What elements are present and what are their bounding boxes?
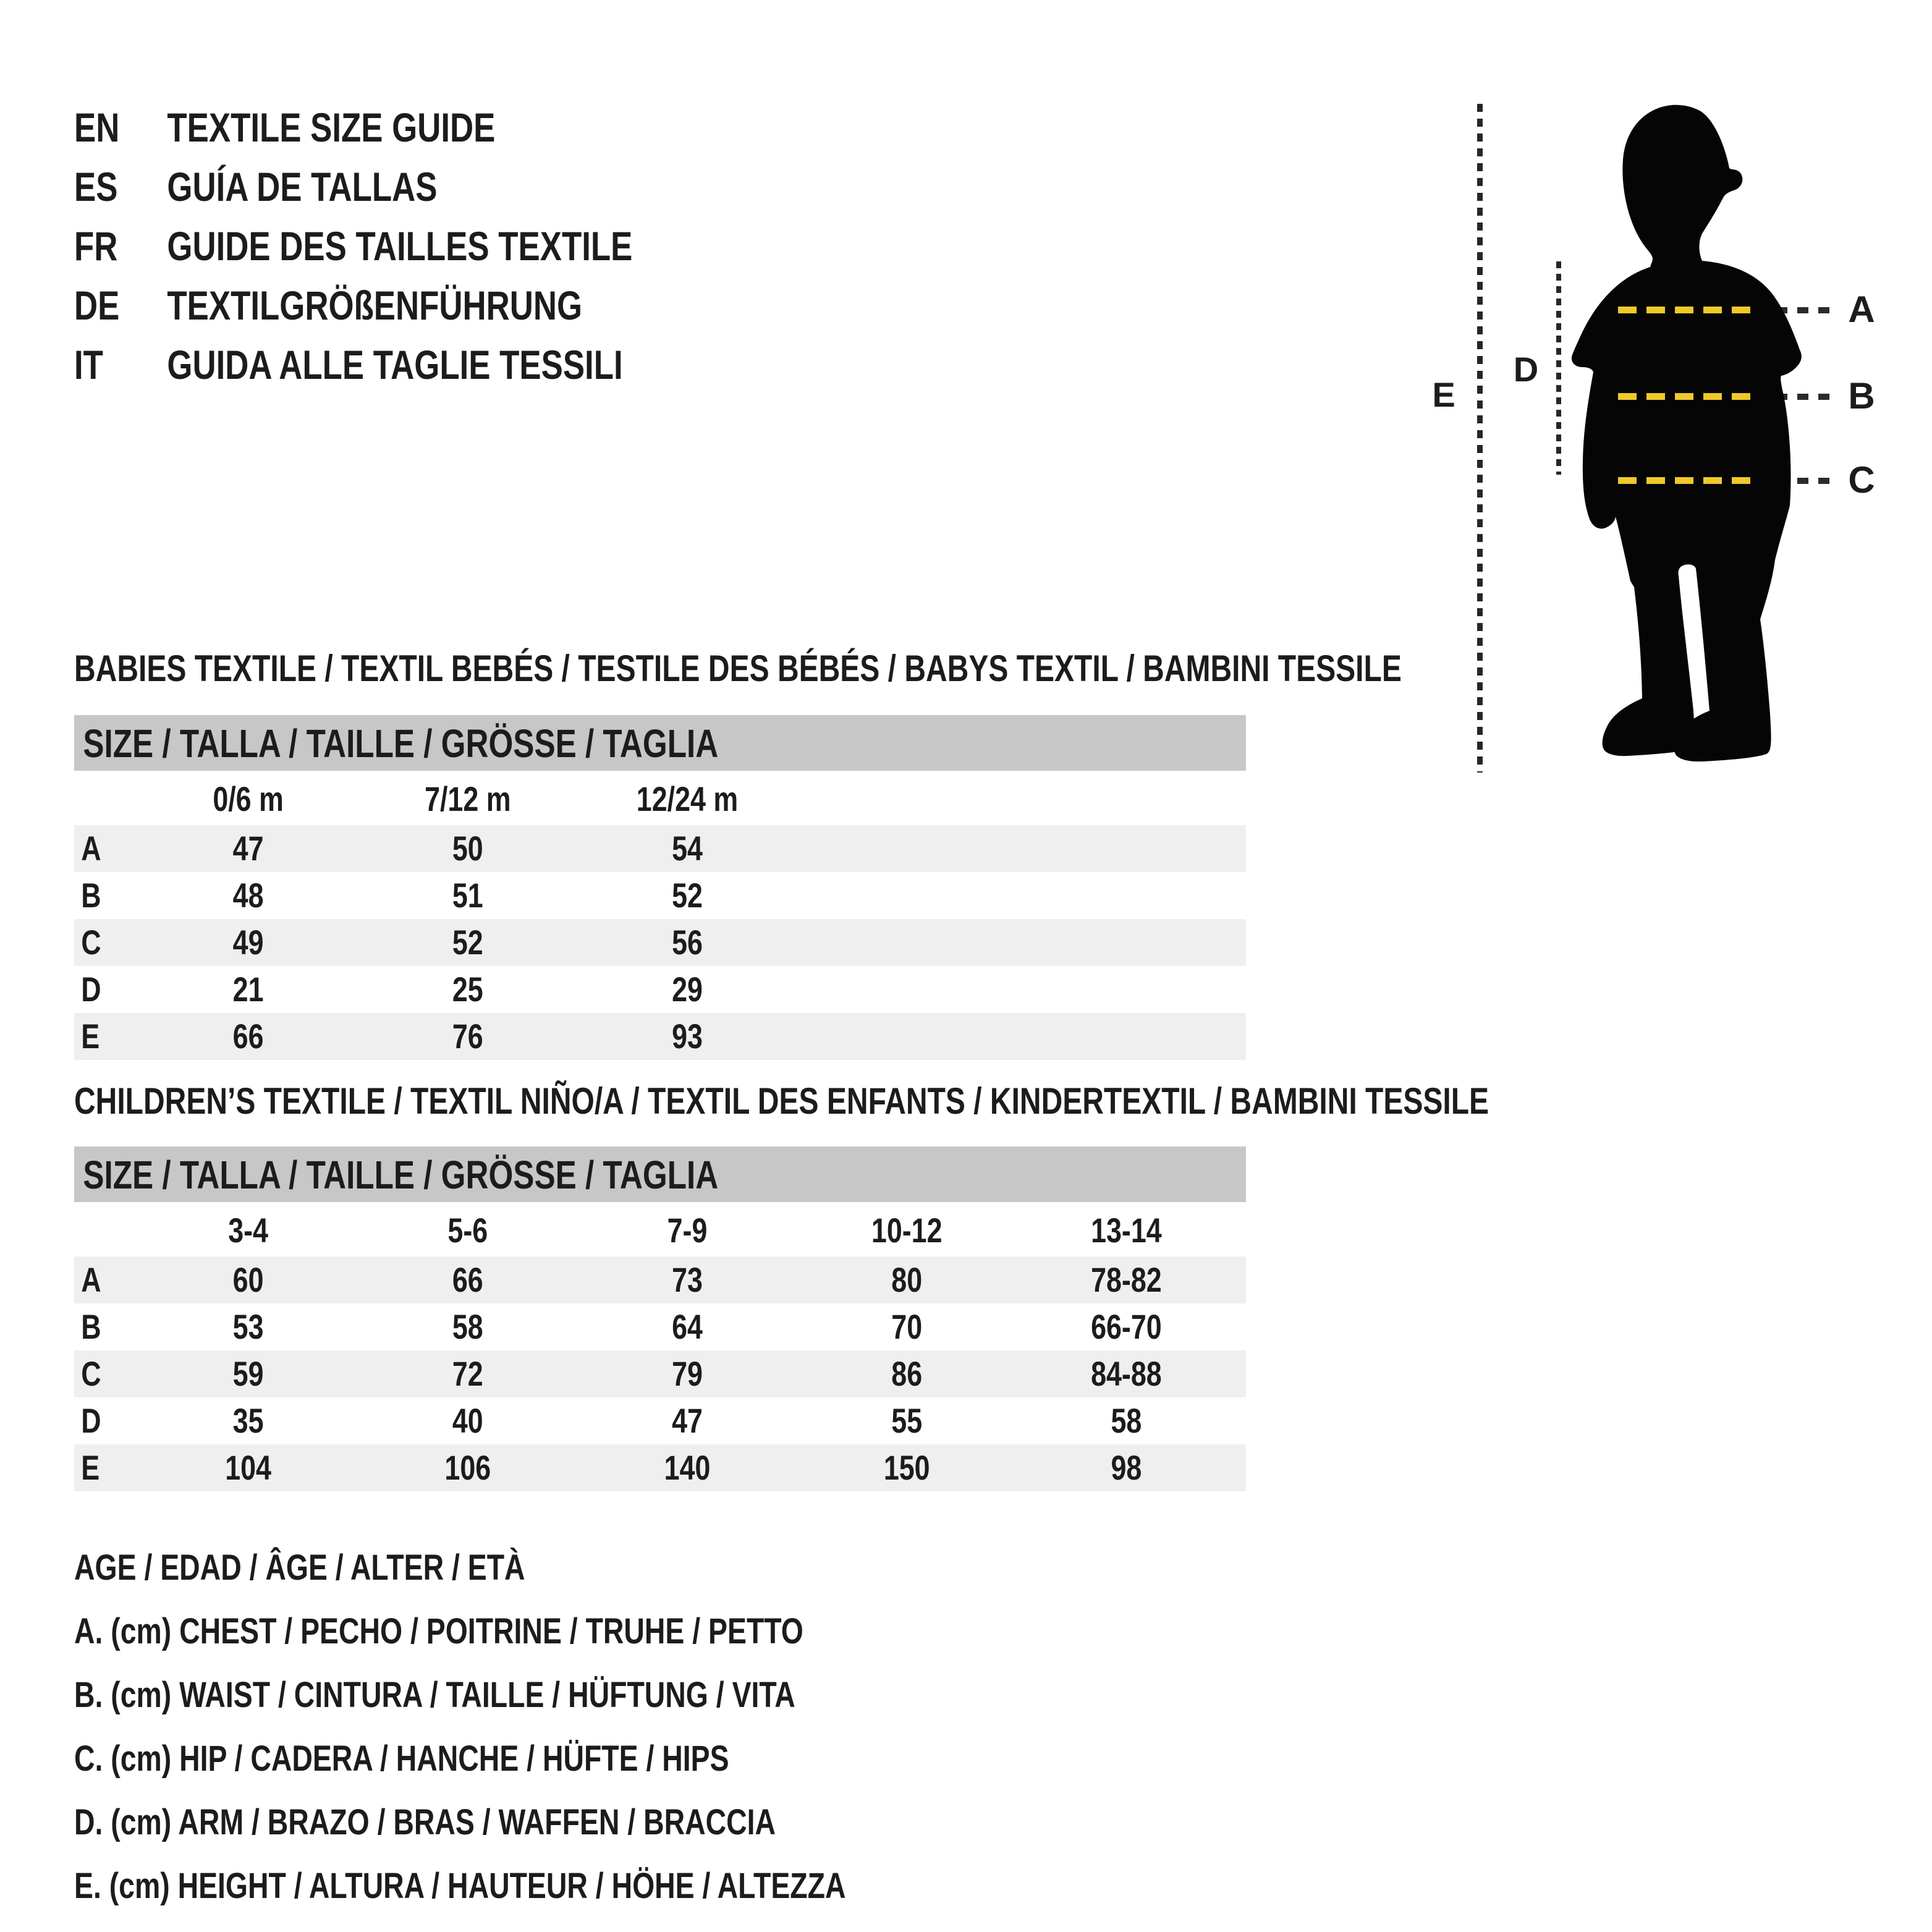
hip-measure-line-c [1618, 477, 1750, 484]
value-cell: 49 [232, 923, 264, 962]
table-column-header-row [74, 1202, 1246, 1256]
language-title: GUIDE DES TAILLES TEXTILE [167, 223, 633, 269]
table-row [74, 919, 1246, 966]
value-cell: 66 [232, 1017, 264, 1056]
language-row [74, 335, 632, 394]
table-column-header-row [74, 771, 1246, 825]
language-code: IT [74, 342, 103, 388]
table-row [74, 825, 1246, 872]
waist-measure-line-b [1618, 393, 1750, 400]
value-cell: 59 [232, 1354, 264, 1393]
language-code: ES [74, 164, 118, 210]
value-cell: 80 [891, 1260, 923, 1299]
row-label-spacer [74, 771, 138, 825]
legend-line: E. (cm) HEIGHT / ALTURA / HAUTEUR / HÖHE / ALTEZZA [74, 1866, 846, 1906]
value-cell: 50 [452, 829, 483, 868]
language-title: GUIDA ALLE TAGLIE TESSILI [167, 342, 623, 388]
children-table [74, 1146, 1246, 1491]
value-cell: 106 [444, 1448, 491, 1487]
content-column [74, 0, 1607, 1932]
language-row [74, 216, 632, 276]
row-label: A [81, 829, 101, 868]
size-header-label: SIZE / TALLA / TAILLE / GRÖSSE / TAGLIA [83, 1153, 719, 1197]
value-cell: 55 [891, 1401, 923, 1440]
row-label: C [81, 1354, 101, 1393]
legend-line: C. (cm) HIP / CADERA / HANCHE / HÜFTE / HIPS [74, 1739, 729, 1779]
value-cell: 66-70 [1091, 1307, 1162, 1346]
language-title: GUÍA DE TALLAS [167, 164, 438, 210]
measure-label-c: C [1848, 459, 1875, 501]
language-row [74, 276, 632, 335]
children-section-title: CHILDREN’S TEXTILE / TEXTIL NIÑO/A / TEXTIL DES ENFANTS / KINDERTEXTIL / BAMBINI TESSILE [74, 1080, 1489, 1122]
value-cell: 64 [672, 1307, 703, 1346]
value-cell: 93 [672, 1017, 703, 1056]
measurement-legend [74, 1536, 845, 1918]
language-code: DE [74, 282, 120, 328]
measure-label-a: A [1848, 289, 1875, 330]
value-cell: 52 [672, 876, 703, 915]
language-title: TEXTILE SIZE GUIDE [167, 104, 496, 150]
row-label: B [81, 876, 101, 915]
row-label: A [81, 1260, 101, 1299]
value-cell: 86 [891, 1354, 923, 1393]
size-column-header: 13-14 [1091, 1211, 1162, 1250]
height-measure-line-e [1477, 104, 1483, 773]
value-cell: 104 [225, 1448, 271, 1487]
value-cell: 47 [672, 1401, 703, 1440]
babies-table [74, 715, 1246, 1060]
value-cell: 58 [452, 1307, 483, 1346]
value-cell: 48 [232, 876, 264, 915]
value-cell: 40 [452, 1401, 483, 1440]
size-header-label: SIZE / TALLA / TAILLE / GRÖSSE / TAGLIA [83, 721, 719, 766]
size-column-header: 7/12 m [425, 779, 511, 818]
size-column-header: 7-9 [667, 1211, 708, 1250]
legend-line: D. (cm) ARM / BRAZO / BRAS / WAFFEN / BRACCIA [74, 1802, 776, 1842]
language-code: FR [74, 223, 118, 269]
value-cell: 140 [664, 1448, 711, 1487]
table-row [74, 1397, 1246, 1444]
table-row [74, 1350, 1246, 1397]
row-label: B [81, 1307, 101, 1346]
language-code: EN [74, 104, 120, 150]
height-label-e: E [1432, 375, 1455, 414]
measure-label-b: B [1848, 375, 1875, 417]
value-cell: 58 [1111, 1401, 1142, 1440]
row-label: E [81, 1017, 100, 1056]
table-row [74, 1303, 1246, 1350]
value-cell: 25 [452, 970, 483, 1009]
value-cell: 78-82 [1091, 1260, 1162, 1299]
child-silhouette [1502, 93, 1836, 785]
value-cell: 53 [232, 1307, 264, 1346]
legend-line: B. (cm) WAIST / CINTURA / TAILLE / HÜFTUNG / VITA [74, 1675, 795, 1715]
value-cell: 150 [883, 1448, 930, 1487]
language-title-list [74, 98, 632, 394]
language-row [74, 157, 632, 216]
legend-line: A. (cm) CHEST / PECHO / POITRINE / TRUHE / PETTO [74, 1611, 803, 1651]
row-label-spacer [74, 1202, 138, 1256]
size-column-header: 12/24 m [636, 779, 739, 818]
value-cell: 79 [672, 1354, 703, 1393]
size-column-header: 0/6 m [213, 779, 284, 818]
legend-line: AGE / EDAD / ÂGE / ALTER / ETÀ [74, 1548, 525, 1588]
value-cell: 66 [452, 1260, 483, 1299]
table-row [74, 966, 1246, 1013]
value-cell: 29 [672, 970, 703, 1009]
size-column-header: 3-4 [228, 1211, 268, 1250]
table-row [74, 872, 1246, 919]
value-cell: 72 [452, 1354, 483, 1393]
size-column-header: 10-12 [871, 1211, 943, 1250]
language-row [74, 98, 632, 157]
row-label: E [81, 1448, 100, 1487]
value-cell: 35 [232, 1401, 264, 1440]
table-row [74, 1256, 1246, 1303]
row-label: D [81, 1401, 101, 1440]
row-label: D [81, 970, 101, 1009]
arm-label-d: D [1513, 350, 1539, 389]
size-header-bar [74, 1146, 1246, 1202]
value-cell: 70 [891, 1307, 923, 1346]
value-cell: 52 [452, 923, 483, 962]
value-cell: 98 [1111, 1448, 1142, 1487]
row-label: C [81, 923, 101, 962]
language-title: TEXTILGRÖßENFÜHRUNG [167, 282, 583, 328]
table-row [74, 1013, 1246, 1060]
value-cell: 21 [232, 970, 264, 1009]
value-cell: 54 [672, 829, 703, 868]
value-cell: 76 [452, 1017, 483, 1056]
size-column-header: 5-6 [447, 1211, 488, 1250]
value-cell: 84-88 [1091, 1354, 1162, 1393]
value-cell: 51 [452, 876, 483, 915]
value-cell: 47 [232, 829, 264, 868]
size-header-bar [74, 715, 1246, 771]
value-cell: 60 [232, 1260, 264, 1299]
chest-measure-line-a [1618, 307, 1750, 313]
value-cell: 73 [672, 1260, 703, 1299]
value-cell: 56 [672, 923, 703, 962]
table-row [74, 1444, 1246, 1491]
babies-section-title: BABIES TEXTILE / TEXTIL BEBÉS / TESTILE DES BÉBÉS / BABYS TEXTIL / BAMBINI TESSILE [74, 648, 1402, 689]
